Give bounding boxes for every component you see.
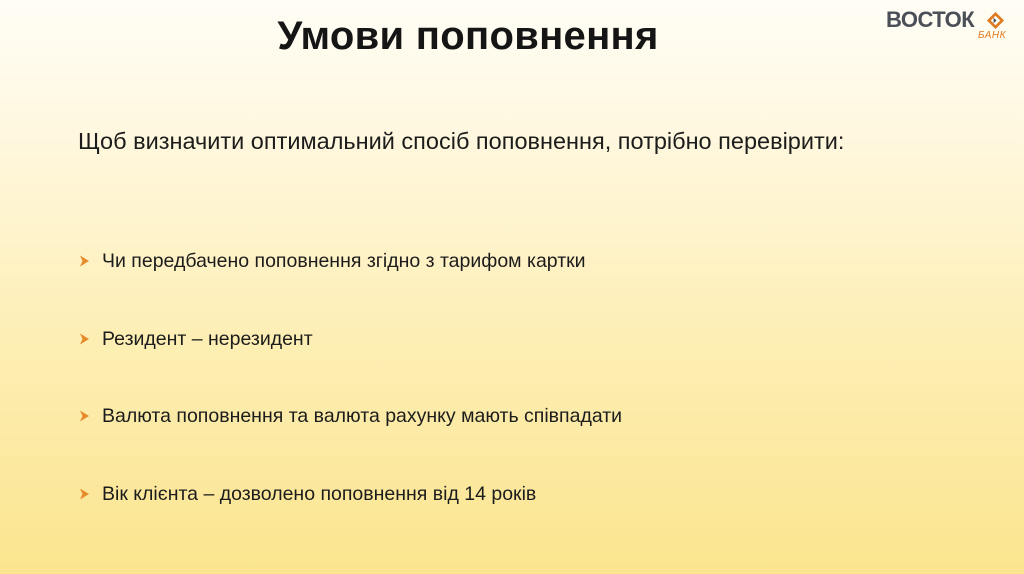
- list-item: [78, 481, 536, 507]
- slide-title: Умови поповнення: [277, 14, 659, 58]
- list-item: [78, 248, 586, 274]
- chevron-right-icon: [78, 332, 92, 346]
- logo-subtitle: БАНК: [978, 30, 1006, 41]
- list-item: [78, 403, 622, 429]
- diamond-arrow-icon: [986, 11, 1005, 30]
- chevron-right-icon: [78, 254, 92, 268]
- list-item-text: Чи передбачено поповнення згідно з тарифом картки: [102, 250, 586, 272]
- list-item: [78, 326, 313, 352]
- chevron-right-icon: [78, 487, 92, 501]
- intro-text: Щоб визначити оптимальний спосіб поповнення, потрібно перевірити:: [78, 128, 845, 154]
- logo-wordmark: ВОСТОК: [886, 7, 975, 32]
- list-item-text: Валюта поповнення та валюта рахунку мають співпадати: [102, 405, 623, 427]
- list-item-text: Вік клієнта – дозволено поповнення від 14 років: [102, 483, 537, 505]
- list-item-text: Резидент – нерезидент: [102, 328, 313, 350]
- chevron-right-icon: [78, 409, 92, 423]
- bank-logo: [886, 8, 1010, 48]
